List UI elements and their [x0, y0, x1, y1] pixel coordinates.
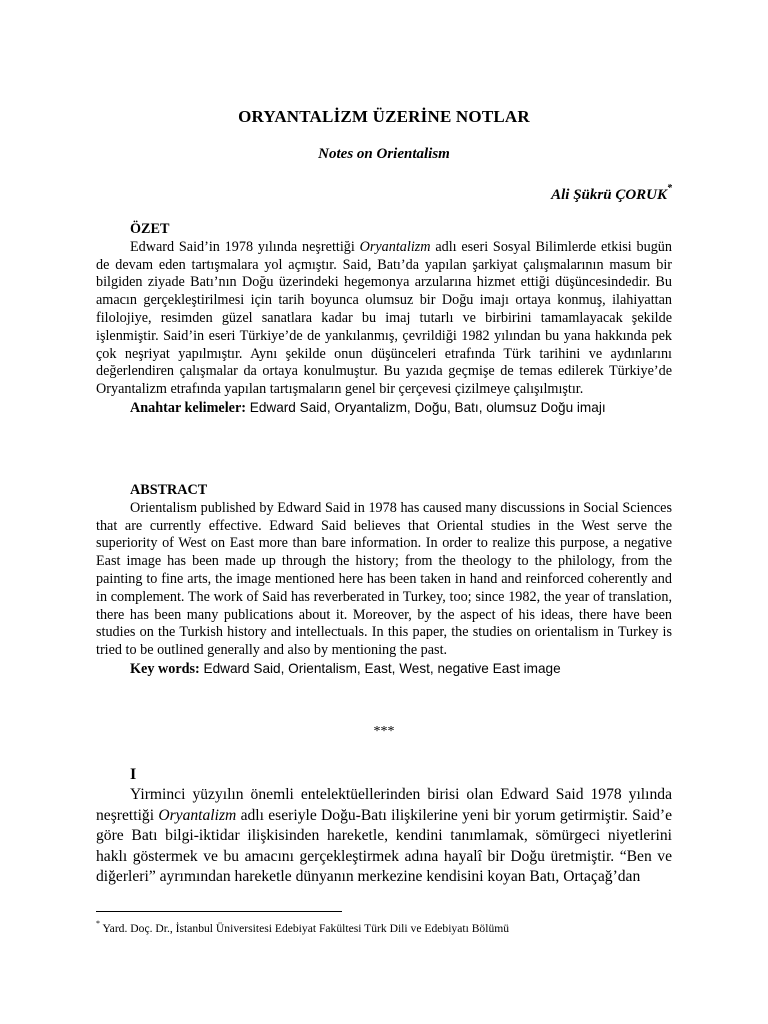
abstract-section [96, 482, 672, 679]
footnote-divider [96, 911, 342, 912]
ozet-text-rest: adlı eseri Sosyal Bilimlerde etkisi bugün de devam eden tartışmalara yol açmıştır. Said, Batı’da yapılan şarkiyat çalışmalarının masum bir bilgiden ziyade Batı’nın Doğu üzerindeki hegemonya arzularına hizmet ettiği düşüncesindedir. Bu amacın gerçekleştirilmesi için tarih boyunca olumsuz bir Doğu imajı ortaya konmuş, ilahiyattan filolojiye, resimden güzel sanatlara kadar bu imaj tutarlı ve birbirini tamamlayacak şekilde işlenmiştir. Said’in eseri Türkiye’de de yankılanmış, çevrildiği 1982 yılından bu yana hakkında pek çok neşriyat yapılmıştır. Aynı şekilde onun düşünceleri etrafında Türk tarihini ve aydınlarını değerlendiren çalışmalar da ortaya konulmuştur. Bu yazıda geçmişe de temas edilerek Türkiye’de Oryantalizm etrafında yapılan tartışmaların genel bir çerçevesi çizilmeye çalışılmıştır. [96, 238, 672, 398]
section-1-book-title: Oryantalizm [158, 806, 237, 824]
ozet-keywords [96, 399, 672, 418]
ozet-section [96, 221, 672, 418]
section-separator: *** [373, 724, 395, 739]
ozet-keywords-label: Anahtar kelimeler: [130, 399, 246, 416]
section-1-numeral: I [130, 766, 137, 783]
abstract-keywords-list: Edward Said, Orientalism, East, West, negative East image [199, 660, 561, 676]
abstract-keywords [96, 660, 672, 679]
ozet-text-start: Edward Said’in 1978 yılında neşrettiği [130, 238, 360, 255]
paper-page [96, 0, 672, 1024]
footnote [96, 918, 672, 936]
section-1-text-rest: adlı eseriyle Doğu-Batı ilişkilerine yeni bir yorum getirmiştir. Said’e göre Batı bilgi-iktidar ilişkisinden hareketle, kendini tanımlamak, sömürgeci niyetlerini haklı göstermek ve bu amacını gerçekleştirmek adına hayalî bir Doğu üretmiştir. “Ben ve diğerleri” ayrımından hareketle dünyanın merkezine kendisini koyan Batı, Ortaçağ’dan [96, 806, 672, 886]
author-footnote-mark: * [667, 183, 672, 194]
abstract-keywords-label: Key words: [130, 660, 200, 677]
paper-title: ORYANTALİZM ÜZERİNE NOTLAR [238, 107, 530, 126]
ozet-heading: ÖZET [130, 221, 170, 237]
section-1-paragraph [96, 785, 672, 887]
footnote-text: Yard. Doç. Dr., İstanbul Üniversitesi Edebiyat Fakültesi Türk Dili ve Edebiyatı Bölümü [100, 921, 510, 935]
section-1 [96, 765, 672, 887]
author-line [551, 185, 672, 204]
paper-subtitle: Notes on Orientalism [318, 146, 450, 162]
section-1-text-start: Yirminci yüzyılın önemli entelektüellerinden birisi olan Edward Said 1978 yılında neşrettiği [96, 786, 672, 824]
ozet-keywords-list: Edward Said, Oryantalizm, Doğu, Batı, olumsuz Doğu imajı [245, 399, 606, 415]
abstract-paragraph: Orientalism published by Edward Said in 1978 has caused many discussions in Social Sciences that are currently effective. Edward Said believes that Oriental studies in the West serve the superiority of West on East more than bare information. In order to realize this purpose, a negative East image has been made up through the history; from the theology to the philology, from the painting to fine arts, the image mentioned here has been taken in hand and reinforced coherently and in complement. The work of Said has reverberated in Turkey, too; since 1982, the year of translation, there has been many publications about it. Moreover, by the aspect of his ideas, there have been studies on the Turkish history and intellectuals. In this paper, the studies on orientalism in Turkey is tried to be outlined generally and also by mentioning the past. [96, 499, 672, 659]
abstract-heading: ABSTRACT [130, 482, 208, 498]
ozet-book-title: Oryantalizm [359, 238, 431, 255]
footnote-mark: * [96, 919, 100, 928]
author-name: Ali Şükrü ÇORUK [551, 187, 667, 203]
ozet-paragraph [96, 239, 672, 399]
